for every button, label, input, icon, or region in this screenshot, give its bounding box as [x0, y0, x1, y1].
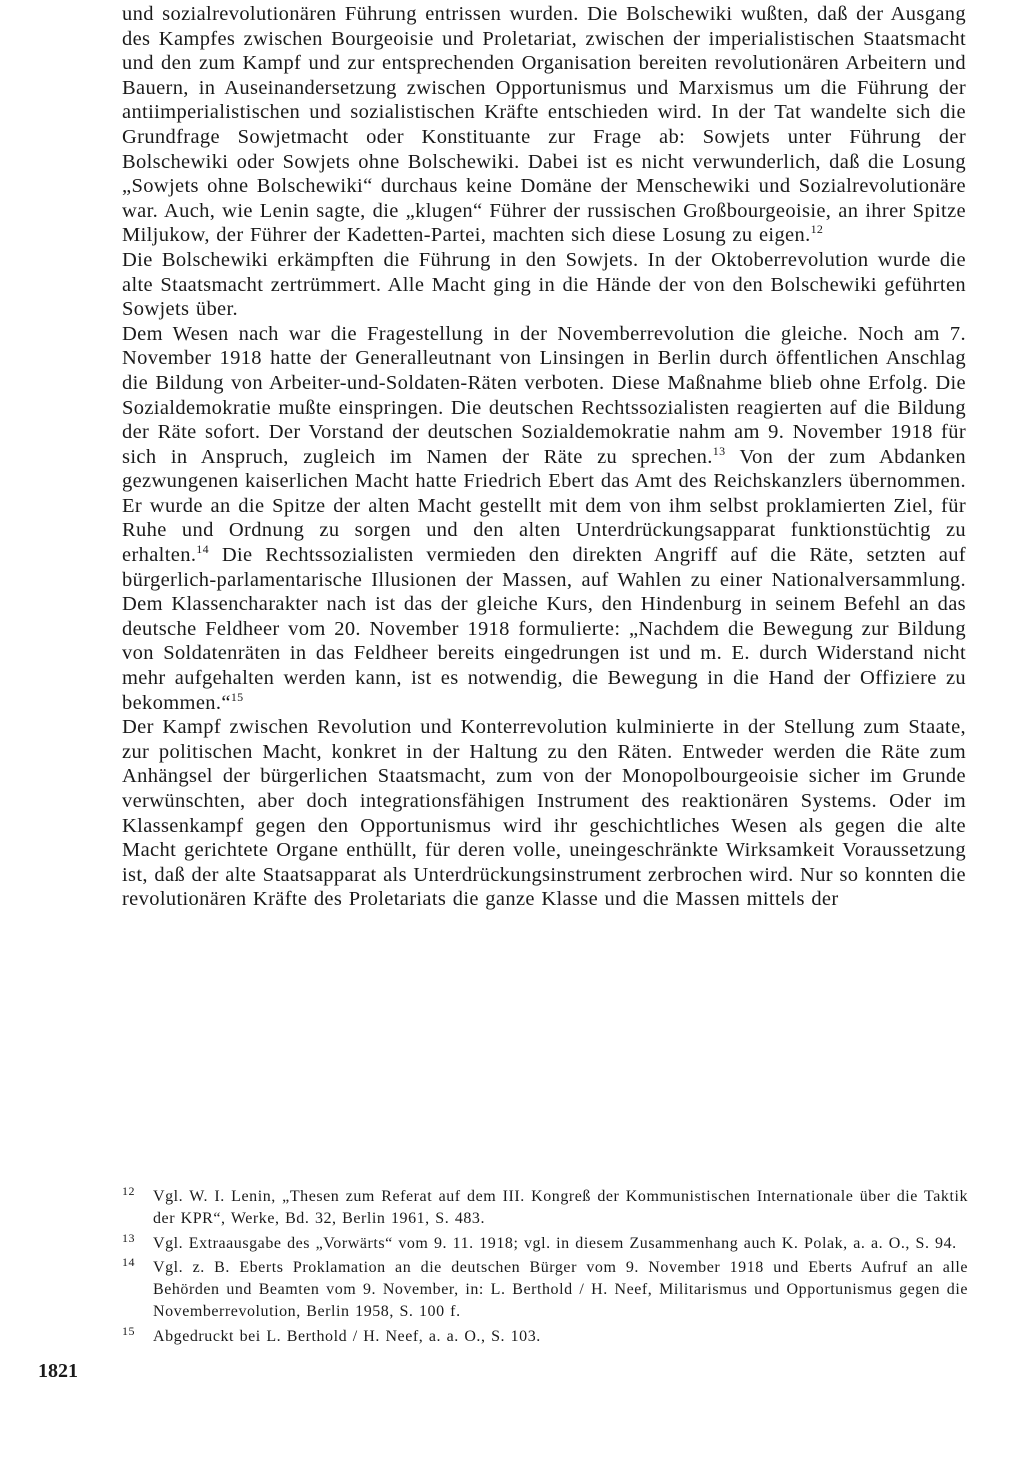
footnote-text: Abgedruckt bei L. Berthold / H. Neef, a. a. O., S. 103.: [153, 1327, 541, 1345]
paragraph: Der Kampf zwischen Revolution und Konterrevolution kulminierte in der Stellung zum Staate, zur politischen Macht, konkret in der Haltung zu den Räten. Entweder werden die Räte zum Anhängsel der bürgerlichen Staatsmacht, zum von der Monopolbourgeoisie sicher im Grunde verwünschten, aber doch integrationsfähigen Instrument des reaktionären Systems. Oder im Klassenkampf gegen den Opportunismus wird ihr geschichtliches Wesen als gegen die alte Macht gerichtete Organe enthüllt, für deren volle, uneingeschränkte Wirksamkeit Voraussetzung ist, daß der alte Staatsapparat als Unterdrückungsinstrument zerbrochen wird. Nur so konnten die revolutionären Kräfte des Proletariats die ganze Klasse und die Massen mittels der: [122, 716, 966, 911]
footnote-ref: 15: [230, 689, 244, 704]
page-number: 1821: [38, 1360, 78, 1382]
footnote-ref: 12: [810, 222, 824, 237]
footnote: [122, 1230, 968, 1255]
footnote-number: 12: [122, 1184, 136, 1198]
paragraph: Dem Wesen nach war die Fragestellung in der Novemberrevolution die gleiche. Noch am 7. November 1918 hatte der Generalleutnant von Linsingen in Berlin durch öffentlichen Anschlag die Bildung von Arbeiter-und-Soldaten-Räten verboten. Diese Maßnahme blieb ohne Erfolg. Die Sozialdemokratie mußte einspringen. Die deutschen Rechtssozialisten reagierten auf die Bildung der Räte sofort. Der Vorstand der deutschen Sozialdemokratie nahm am 9. November 1918 für sich in Anspruch, zugleich im Namen der Räte zu sprechen.$^{13}$ Von der zum Abdanken gezwungenen kaiserlichen Macht hatte Friedrich Ebert das Amt des Reichskanzlers übernommen. Er wurde an die Spitze der alten Macht gestellt mit dem von ihm selbst proklamierten Ziel, für Ruhe und Ordnung zu sorgen und den alten Unterdrückungsapparat funktionstüchtig zu erhalten.$^{14}$ Die Rechtssozialisten vermieden den direkten Angriff auf die Räte, setzten auf bürgerlich-parlamentarische Illusionen der Massen, auf Wahlen zu einer Nationalversammlung. Dem Klassencharakter nach ist das der gleiche Kurs, den Hindenburg in seinem Befehl an das deutsche Feldheer vom 20. November 1918 formulierte: „Nachdem die Bewegung zur Bildung von Soldatenräten in das Feldheer bereits eingedrungen ist und m. E. durch Widerstand nicht mehr aufgehalten werden kann, ist es notwendig, die Bewegung in die Hand der Offiziere zu bekommen.“$^{15}$: [122, 322, 967, 714]
footnote: [122, 1186, 968, 1230]
paragraph: und sozialrevolutionären Führung entrissen wurden. Die Bolschewiki wußten, daß der Ausgang des Kampfes zwischen Bourgeoisie und Proletariat, zwischen der imperialistischen Staatsmacht und den zum Kampf und zur entsprechenden Organisation bereiten revolutionären Arbeitern und Bauern, in Auseinandersetzung zwischen Opportunismus und Marxismus um die Führung der antiimperialistischen und sozialistischen Kräfte entschieden wird. In der Tat wandelte sich die Grundfrage Sowjetmacht oder Konstituante zur Frage ab: Sowjets unter Führung der Bolschewiki oder Sowjets ohne Bolschewiki. Dabei ist es nicht verwunderlich, daß die Losung „Sowjets ohne Bolschewiki“ durchaus keine Domäne der Menschewiki und Sozialrevolutionäre war. Auch, wie Lenin sagte, die „klugen“ Führer der russischen Großbourgeoisie, an ihrer Spitze Miljukow, der Führer der Kadetten-Partei, machten sich diese Losung zu eigen.$^{12}$: [122, 3, 966, 247]
main-text: [122, 2, 966, 912]
footnote-ref: 14: [196, 542, 209, 557]
footnote-text: Vgl. z. B. Eberts Proklamation an die deutschen Bürger vom 9. November 1918 und Eberts Aufruf an alle Behörden und Beamten vom 9. November, in: L. Berthold / H. Neef, Militarismus und Opportunismus gegen die Novemberrevolution, Berlin 1958, S. 100 f.: [153, 1259, 968, 1320]
footnote-text: Vgl. Extraausgabe des „Vorwärts“ vom 9. 11. 1918; vgl. in diesem Zusammenhang auch K. Polak, a. a. O., S. 94.: [153, 1234, 957, 1252]
footnote-number: 15: [122, 1323, 136, 1338]
footnote: [122, 1323, 968, 1348]
paragraph: Die Bolschewiki erkämpften die Führung in den Sowjets. In der Oktoberrevolution wurde die alte Staatsmacht zertrümmert. Alle Macht ging in die Hände der von den Bolschewiki geführten Sowjets über.: [122, 248, 966, 321]
footnotes: [122, 1186, 968, 1351]
footnote-text: Vgl. W. I. Lenin, „Thesen zum Referat auf dem III. Kongreß der Kommunistischen Internationale über die Taktik der KPR“, Werke, Bd. 32, Berlin 1961, S. 483.: [153, 1188, 968, 1227]
footnote-number: 13: [122, 1230, 136, 1245]
footnote-ref: 13: [712, 443, 726, 458]
footnote: [122, 1257, 968, 1322]
footnote-number: 14: [122, 1255, 136, 1270]
